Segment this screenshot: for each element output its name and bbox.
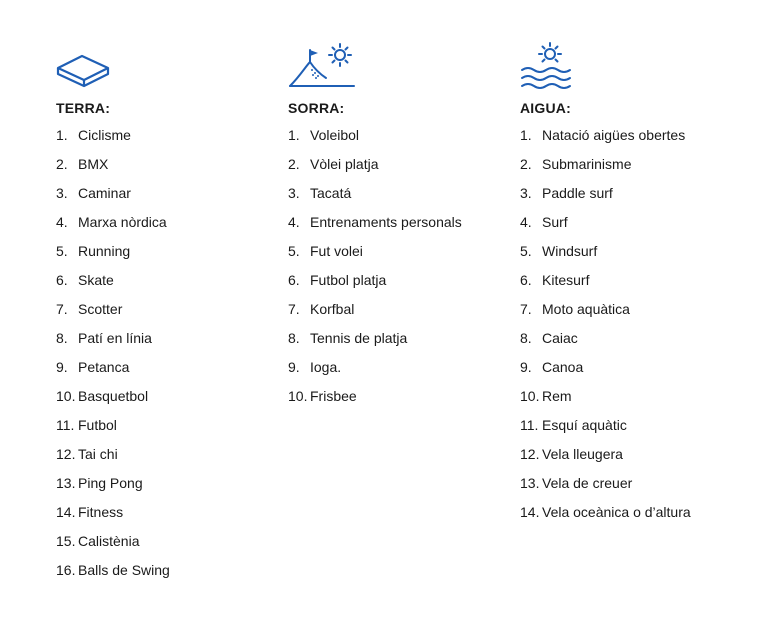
list-item: 1. Voleibol bbox=[288, 127, 360, 143]
list-item: 1. Ciclisme bbox=[56, 127, 131, 143]
water-sun-icon bbox=[520, 40, 760, 94]
land-tile-icon bbox=[56, 40, 276, 94]
list-item: 12. Vela lleugera bbox=[520, 446, 623, 462]
list-item: 16. Balls de Swing bbox=[56, 562, 170, 578]
list-item: 10. Frisbee bbox=[288, 388, 357, 404]
list-item: 13. Vela de creuer bbox=[520, 475, 633, 491]
list-sorra bbox=[288, 126, 508, 416]
list-item: 1. Natació aigües obertes bbox=[520, 127, 686, 143]
list-item: 8. Caiac bbox=[520, 330, 578, 346]
list-item: 11. Futbol bbox=[56, 417, 117, 433]
list-item: 15. Calistènia bbox=[56, 533, 140, 549]
list-item: 2. Submarinisme bbox=[520, 156, 632, 172]
list-item: 4. Entrenaments personals bbox=[288, 214, 462, 230]
list-item: 11. Esquí aquàtic bbox=[520, 417, 627, 433]
list-item: 14. Fitness bbox=[56, 504, 124, 520]
list-item: 10. Basquetbol bbox=[56, 388, 149, 404]
heading-aigua: AIGUA: bbox=[520, 100, 571, 116]
beach-sun-icon bbox=[288, 40, 508, 94]
list-item: 6. Kitesurf bbox=[520, 272, 590, 288]
list-item: 3. Tacatá bbox=[288, 185, 352, 201]
list-item: 9. Petanca bbox=[56, 359, 130, 375]
column-terra bbox=[56, 40, 276, 590]
list-item: 8. Patí en línia bbox=[56, 330, 152, 346]
list-item: 3. Caminar bbox=[56, 185, 131, 201]
heading-sorra: SORRA: bbox=[288, 100, 345, 116]
list-item: 6. Futbol platja bbox=[288, 272, 387, 288]
heading-terra: TERRA: bbox=[56, 100, 111, 116]
list-item: 5. Windsurf bbox=[520, 243, 598, 259]
list-item: 5. Fut volei bbox=[288, 243, 363, 259]
list-item: 13. Ping Pong bbox=[56, 475, 143, 491]
list-item: 10. Rem bbox=[520, 388, 572, 404]
list-item: 7. Moto aquàtica bbox=[520, 301, 630, 317]
list-item: 3. Paddle surf bbox=[520, 185, 613, 201]
list-item: 4. Surf bbox=[520, 214, 568, 230]
list-item: 4. Marxa nòrdica bbox=[56, 214, 167, 230]
list-terra bbox=[56, 126, 276, 590]
list-item: 7. Scotter bbox=[56, 301, 123, 317]
list-item: 9. Ioga. bbox=[288, 359, 342, 375]
list-item: 2. Vòlei platja bbox=[288, 156, 379, 172]
column-aigua bbox=[520, 40, 760, 532]
list-item: 2. BMX bbox=[56, 156, 109, 172]
list-item: 7. Korfbal bbox=[288, 301, 355, 317]
column-sorra bbox=[288, 40, 508, 416]
list-item: 5. Running bbox=[56, 243, 131, 259]
list-item: 8. Tennis de platja bbox=[288, 330, 408, 346]
list-aigua bbox=[520, 126, 760, 532]
list-item: 9. Canoa bbox=[520, 359, 584, 375]
list-item: 6. Skate bbox=[56, 272, 114, 288]
list-item: 12. Tai chi bbox=[56, 446, 118, 462]
list-item: 14. Vela oceànica o d’altura bbox=[520, 504, 691, 520]
